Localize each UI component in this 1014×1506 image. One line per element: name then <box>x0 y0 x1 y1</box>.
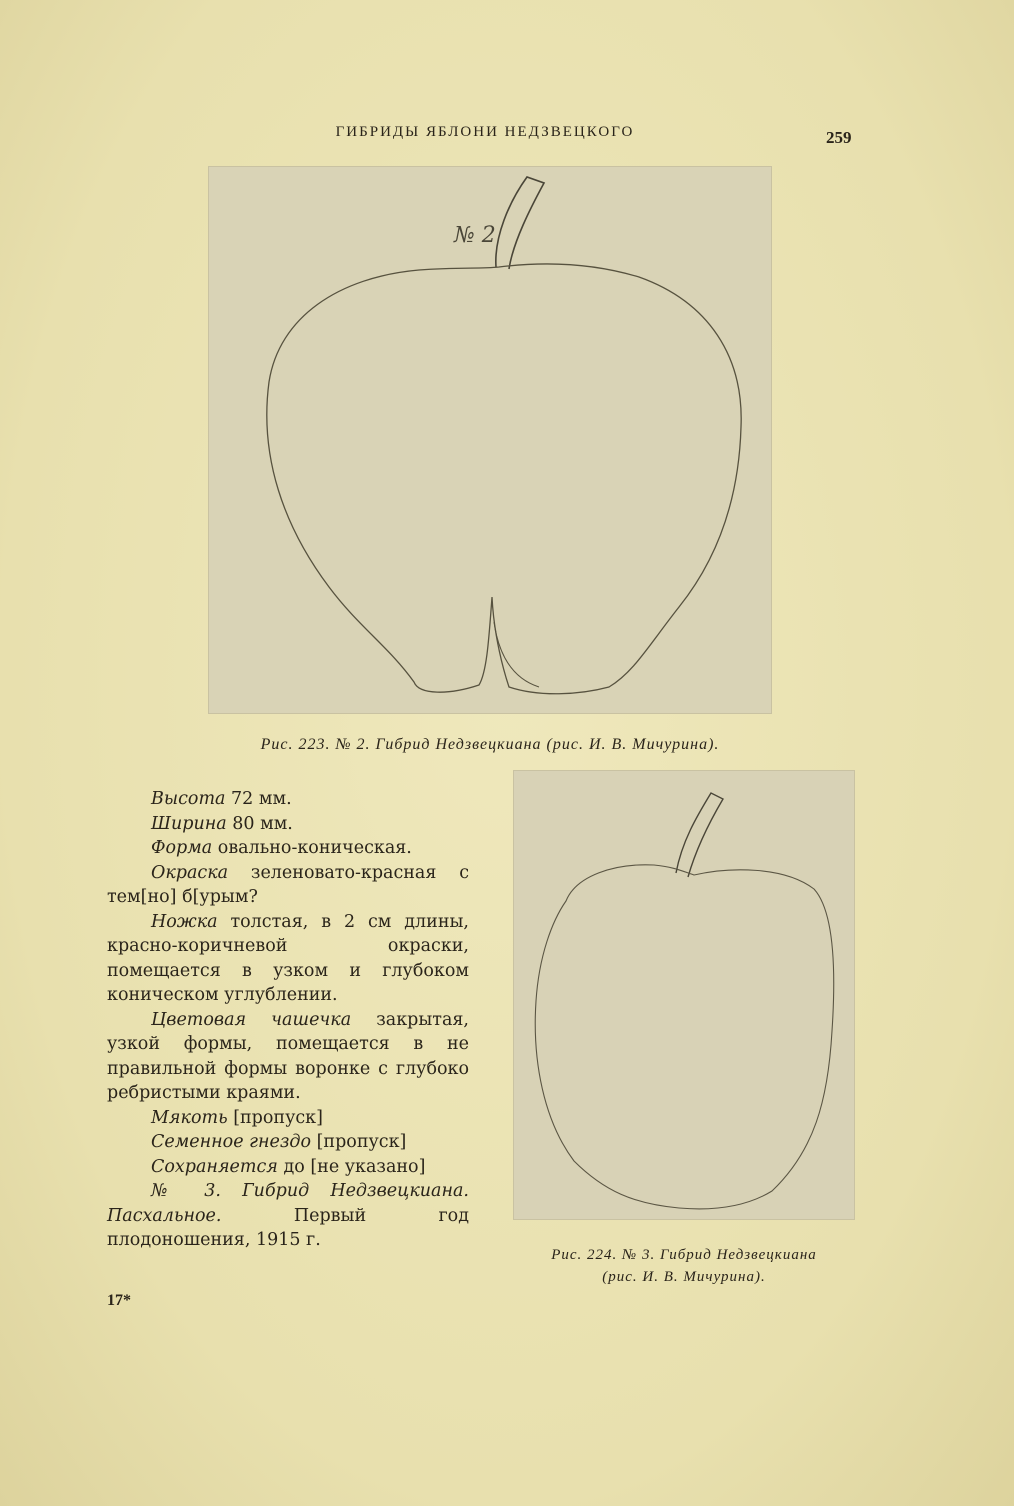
value-no3: Первый год плодоношения, 1915 г. <box>107 1205 469 1250</box>
value-keeps: до [не указано] <box>277 1156 426 1177</box>
paragraph-no3 <box>107 1179 469 1253</box>
paragraph-calyx <box>107 1008 469 1106</box>
term-flesh: Мякоть <box>151 1107 228 1128</box>
value-shape: овально-коническая. <box>212 838 412 858</box>
caption-fig-224 <box>500 1244 868 1288</box>
caption-fig-224-line1: Рис. 224. № 3. Гибрид Недзвецкиана <box>551 1247 817 1263</box>
apple-drawing-no3 <box>514 771 854 1219</box>
value-flesh: [пропуск] <box>227 1107 323 1128</box>
description-text <box>107 787 469 1253</box>
term-shape: Форма <box>151 838 213 858</box>
caption-fig-224-line2: (рис. И. В. Мичурина). <box>602 1269 766 1285</box>
value-calyx: закрытая, узкой формы, помещается в не правильной формы воронке с глубоко ребристыми краями. <box>107 1009 469 1103</box>
value-color: зеленовато-красная с тем[но] б[урым? <box>107 862 469 907</box>
paragraph-seed <box>107 1130 469 1155</box>
term-keeps: Сохраняется <box>151 1156 278 1177</box>
paragraph-shape <box>107 836 469 861</box>
figure-apple-no3 <box>513 770 855 1220</box>
value-width: 80 мм. <box>226 813 293 834</box>
term-color: Окраска <box>151 862 229 883</box>
term-height: Высота <box>151 789 226 809</box>
value-seed: [пропуск] <box>311 1132 407 1152</box>
term-calyx: Цветовая чашечка <box>151 1009 352 1030</box>
caption-fig-223: Рис. 223. № 2. Гибрид Недзвецкиана (рис. И. В. Мичурина). <box>260 736 720 753</box>
apple-drawing-no2 <box>209 167 771 713</box>
term-stem: Ножка <box>151 911 218 932</box>
paragraph-flesh <box>107 1106 469 1131</box>
figure-label-no2: № 2 <box>454 223 496 248</box>
term-seed: Семенное гнездо <box>151 1132 312 1152</box>
running-head: ГИБРИДЫ ЯБЛОНИ НЕДЗВЕЦКОГО <box>335 124 635 140</box>
page-number: 259 <box>826 128 852 147</box>
value-height: 72 мм. <box>225 789 292 809</box>
signature-mark: 17* <box>107 1292 131 1309</box>
value-stem: толстая, в 2 см длины, красно-коричневой окраски, помещается в узком и глубоком коническом углублении. <box>107 911 469 1005</box>
paragraph-height <box>107 787 469 812</box>
paragraph-keeps <box>107 1155 469 1180</box>
paragraph-color <box>107 861 469 910</box>
term-no3: № 3. Гибрид Недзвецкиана. Пасхальное. <box>107 1181 469 1226</box>
paragraph-width <box>107 812 469 837</box>
term-width: Ширина <box>151 813 227 834</box>
paragraph-stem <box>107 910 469 1008</box>
figure-apple-no2 <box>208 166 772 714</box>
